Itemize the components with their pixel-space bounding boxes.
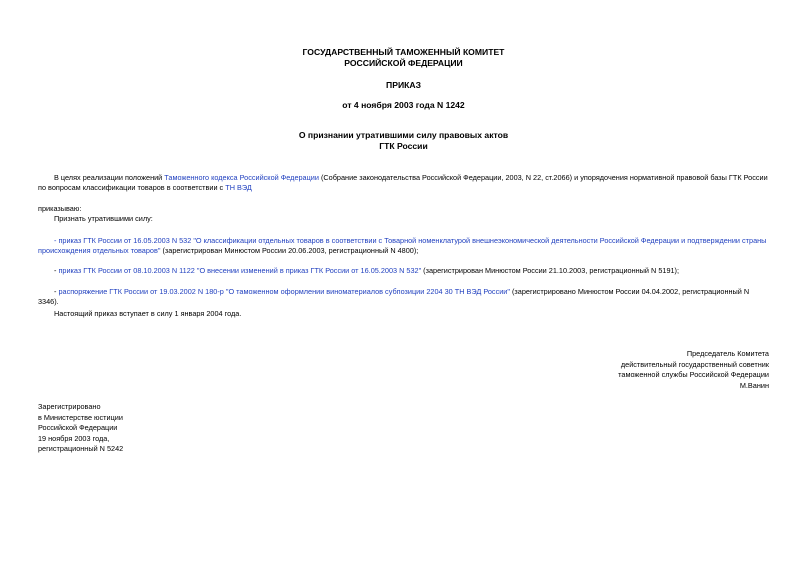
signatory-service: таможенной службы Российской Федерации bbox=[618, 370, 769, 380]
preamble-paragraph bbox=[38, 173, 770, 193]
authority-line-1: ГОСУДАРСТВЕННЫЙ ТАМОЖЕННЫЙ КОМИТЕТ bbox=[302, 47, 505, 57]
document-subject bbox=[0, 130, 807, 151]
registration-block bbox=[38, 402, 123, 455]
customs-code-link[interactable]: Таможенного кодекса Российской Федерации bbox=[164, 173, 319, 182]
tn-ved-link[interactable]: ТН ВЭД bbox=[225, 182, 252, 192]
signature-block bbox=[618, 349, 769, 391]
registration-line-3: Российской Федерации bbox=[38, 423, 118, 433]
preamble-text-mid: (Собрание законодательства Российской Федерации, 2003, N 22, ст.2066) и упорядочения нормативной правовой базы ГТК России по вопросам классификации товаров в соответствии с bbox=[38, 173, 768, 192]
subject-line-1: О признании утратившими силу правовых актов bbox=[298, 130, 509, 140]
order-532-registration: (зарегистрирован Минюстом России 20.06.2003, регистрационный N 4800); bbox=[160, 245, 419, 255]
registration-line-1: Зарегистрировано bbox=[38, 402, 101, 411]
issuing-authority bbox=[0, 47, 807, 68]
registration-date: 19 ноября 2003 года, bbox=[38, 433, 110, 443]
entry-into-force: Настоящий приказ вступает в силу 1 января 2004 года. bbox=[54, 309, 242, 318]
instruction-180r-link[interactable]: распоряжение ГТК России от 19.03.2002 N 180-р "О таможенном оформлении виноматериалов субпозиции 2204 30 ТН ВЭД России" bbox=[58, 287, 510, 296]
list-item bbox=[38, 287, 770, 307]
registration-number: регистрационный N 5242 bbox=[38, 444, 124, 454]
list-item bbox=[38, 266, 770, 276]
signatory-title: Председатель Комитета bbox=[686, 349, 769, 358]
order-1122-registration: (зарегистрирован Минюстом России 21.10.2003, регистрационный N 5191); bbox=[421, 266, 680, 275]
list-item bbox=[38, 236, 770, 256]
order-1122-link[interactable]: приказ ГТК России от 08.10.2003 N 1122 "О внесении изменений в приказ ГТК России от 16.05.2003 N 532" bbox=[58, 266, 422, 275]
instruction-180r-registration: (зарегистрировано Минюстом России 04.04.2002, регистрационный N 3346). bbox=[38, 287, 750, 306]
item-dash: - bbox=[54, 287, 59, 296]
item-dash: - bbox=[54, 266, 59, 275]
order-532-link[interactable]: - приказ ГТК России от 16.05.2003 N 532 "О классификации отдельных товаров в соответствии с Товарной номенклатурой внешнеэкономической деятельности Российской Федерации и подтверждении страны происхождения отдельных товаров" bbox=[38, 236, 767, 255]
signatory-name: М.Ванин bbox=[739, 380, 769, 390]
preamble-text-start: В целях реализации положений bbox=[54, 173, 165, 182]
document-type: ПРИКАЗ bbox=[386, 80, 421, 90]
signatory-rank: действительный государственный советник bbox=[620, 359, 769, 369]
recognize-invalid-heading: Признать утратившими силу: bbox=[54, 214, 153, 223]
authority-line-2: РОССИЙСКОЙ ФЕДЕРАЦИИ bbox=[344, 57, 463, 68]
subject-line-2: ГТК России bbox=[379, 140, 428, 151]
order-word: приказываю: bbox=[38, 204, 82, 213]
document-date-number: от 4 ноября 2003 года N 1242 bbox=[342, 100, 465, 110]
registration-line-2: в Министерстве юстиции bbox=[38, 412, 123, 422]
